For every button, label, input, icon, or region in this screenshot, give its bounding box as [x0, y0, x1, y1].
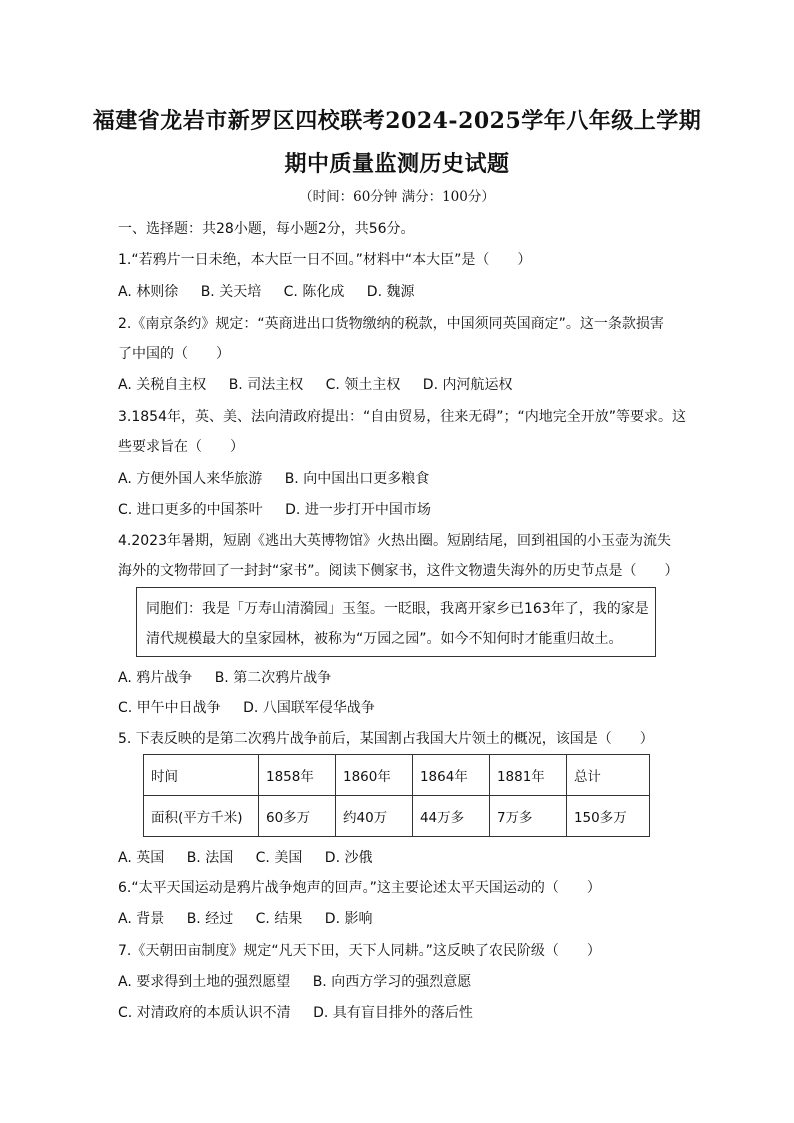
option-d: D. 具有盲目排外的落后性	[313, 1005, 473, 1021]
question-4-stem-line1: 4.2023年暑期，短剧《逃出大英博物馆》火热出圈。短剧结尾，回到祖国的小玉壶为流失	[118, 533, 671, 549]
option-a: A. 英国	[118, 850, 165, 866]
question-3-stem-line1: 3.1854年，英、美、法向清政府提出：“自由贸易，往来无碍”；“内地完全开放”等要求。这	[118, 409, 686, 425]
question-1-stem: 1.“若鸦片一日未绝，本大臣一日不回。”材料中“本大臣”是（ ）	[118, 252, 532, 268]
option-b: B. 法国	[186, 850, 234, 866]
question-7-options-row2	[118, 1002, 491, 1022]
table-cell: 约40万	[335, 796, 412, 837]
question-6-options	[118, 908, 390, 928]
letter-line1: 同胞们：我是「万寿山清漪园」玉玺。一眨眼，我离开家乡已163年了，我的家是	[146, 601, 649, 617]
option-b: B. 向西方学习的强烈意愿	[312, 974, 472, 990]
question-2-stem-line1: 2.《南京条约》规定：“英商进出口货物缴纳的税款，中国须同英国商定”。这一条款损害	[118, 316, 664, 332]
exam-title-line2: 期中质量监测历史试题	[284, 151, 510, 177]
table-cell: 60多万	[259, 796, 336, 837]
letter-quote-box	[136, 587, 656, 657]
option-b: B. 向中国出口更多粮食	[284, 471, 430, 487]
option-a: A. 背景	[118, 911, 165, 927]
table-cell: 总计	[566, 755, 649, 796]
option-b: B. 关天培	[200, 284, 262, 300]
exam-time-score: （时间：60分钟 满分：100分）	[299, 189, 495, 205]
territory-table	[143, 754, 650, 837]
question-4-stem-line2: 海外的文物带回了一封封“家书”。阅读下侧家书，这件文物遗失海外的历史节点是（ ）	[118, 563, 679, 579]
question-4-options-row2	[118, 697, 393, 717]
question-5-stem: 5. 下表反映的是第二次鸦片战争前后，某国割占我国大片领土的概况，该国是（ ）	[118, 731, 654, 747]
letter-line2: 清代规模最大的皇家园林，被称为“万园之园”。如今不知何时才能重归故土。	[146, 631, 623, 647]
option-d: D. 沙俄	[324, 850, 373, 866]
question-2-options	[118, 374, 530, 394]
question-7-stem: 7.《天朝田亩制度》规定“凡天下田，天下人同耕。”这反映了农民阶级（ ）	[118, 943, 601, 959]
option-c: C. 甲午中日战争	[118, 700, 221, 716]
question-3-stem-line2: 些要求旨在（ ）	[118, 439, 244, 455]
question-3-options-row1	[118, 468, 447, 488]
question-4-options-row1	[118, 667, 349, 687]
table-cell: 150多万	[566, 796, 649, 837]
option-c: C. 对清政府的本质认识不清	[118, 1005, 291, 1021]
question-3-options-row2	[118, 499, 449, 519]
option-d: D. 影响	[324, 911, 373, 927]
option-d: D. 进一步打开中国市场	[285, 502, 431, 518]
option-c: C. 结果	[255, 911, 303, 927]
question-7-options-row1	[118, 971, 489, 991]
option-b: B. 经过	[186, 911, 234, 927]
section-heading: 一、选择题：共28小题，每小题2分，共56分。	[118, 221, 415, 237]
table-header-row	[144, 755, 650, 796]
option-c: C. 进口更多的中国茶叶	[118, 502, 263, 518]
option-d: D. 魏源	[366, 284, 415, 300]
option-a: A. 关税自主权	[118, 377, 207, 393]
option-a: A. 林则徐	[118, 284, 179, 300]
table-cell: 1864年	[412, 755, 489, 796]
table-cell: 1860年	[335, 755, 412, 796]
table-cell: 1881年	[489, 755, 566, 796]
exam-title-line1: 福建省龙岩市新罗区四校联考2024-2025学年八年级上学期	[92, 108, 702, 134]
table-cell: 44万多	[412, 796, 489, 837]
option-a: A. 要求得到土地的强烈愿望	[118, 974, 291, 990]
option-c: C. 领土主权	[325, 377, 401, 393]
question-5-options	[118, 847, 390, 867]
table-cell: 时间	[144, 755, 259, 796]
table-cell: 1858年	[259, 755, 336, 796]
option-b: B. 第二次鸦片战争	[214, 670, 332, 686]
option-b: B. 司法主权	[228, 377, 304, 393]
table-cell: 7万多	[489, 796, 566, 837]
option-d: D. 八国联军侵华战争	[243, 700, 375, 716]
question-2-stem-line2: 了中国的（ ）	[118, 346, 230, 362]
table-cell: 面积(平方千米)	[144, 796, 259, 837]
option-d: D. 内河航运权	[422, 377, 513, 393]
question-1-options	[118, 281, 432, 301]
option-c: C. 陈化成	[283, 284, 345, 300]
question-6-stem: 6.“太平天国运动是鸦片战争炮声的回声。”这主要论述太平天国运动的（ ）	[118, 880, 601, 896]
option-a: A. 方便外国人来华旅游	[118, 471, 263, 487]
table-row	[144, 796, 650, 837]
option-a: A. 鸦片战争	[118, 670, 193, 686]
option-c: C. 美国	[255, 850, 303, 866]
